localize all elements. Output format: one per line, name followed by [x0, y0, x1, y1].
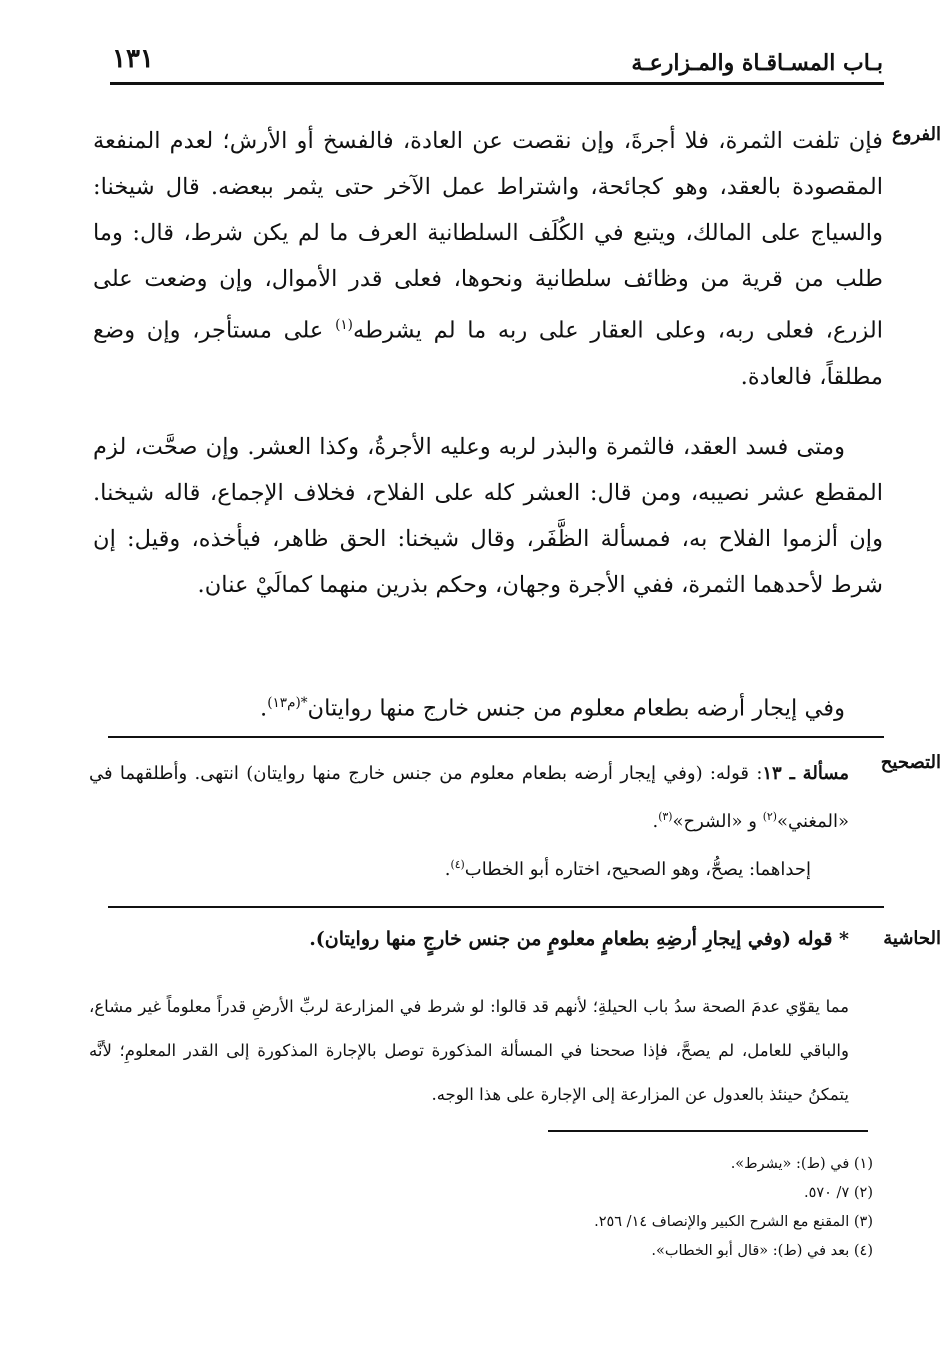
hashiya-heading: * قوله (وفي إيجارِ أرضِهِ بطعامٍ معلومٍ من جنس خارجٍ منها روايتان). [309, 928, 849, 950]
main-text-block-3 [93, 680, 883, 732]
footnote-1: (١) في (ط): «يشرط». [730, 1156, 873, 1172]
hashiya-body: مما يقوّي عدمَ الصحة سدُ باب الحيلةِ؛ لأنهم قد قالوا: لو شرط في المزارعة لربِّ الأرضِ قدراً معلوماً غير مشاع، والباقي للعامل، لم يصحَّ، فإذا صححنا في المسألة المذكورة توصل بالإجارة المذكورة إلى القدر المعلومِ؛ لأنَّه يتمكنُ حينئذ بالعدول عن المزارعة إلى الإجارة على هذا الوجه. [89, 997, 849, 1104]
running-header-title: بـاب المسـاقـاة والمـزارعـة [631, 50, 883, 76]
side-label-furu: الفروع [892, 124, 941, 145]
main-paragraph-2: ومتى فسد العقد، فالثمرة والبذر لربه وعليه الأجرةُ، وكذا العشر. وإن صحَّت، لزم المقطع عشر نصيبه، ومن قال: العشر كله على الفلاح، فخلاف الإجماع، قاله شيخنا. وإن ألزموا الفلاح به، فمسألة الظَّفَر، وقال شيخنا: الحق ظاهر، فيأخذه، وقيل: إن شرط لأحدهما الثمرة، ففي الأجرة وجهان، وحكم بذرين منهما كمالَيْ عنان. [93, 434, 883, 598]
tashih-ref: *(م١٣) [267, 695, 308, 711]
tashih-paragraph-1: مسألة ـ ١٣: قوله: (وفي إيجار أرضه بطعام معلوم من جنس خارج منها روايتان) انتهى. وأطلقهما في «المغني»$^{(٢)}$ و «الشرح»$^{(٣)}$. [89, 763, 850, 832]
tashih-block [89, 752, 849, 891]
separator-tashih [108, 736, 884, 738]
tashih-paragraph-2: إحداهما: يصحُّ، وهو الصحيح، اختاره أبو الخطاب$^{(٤)}$. [444, 858, 811, 880]
side-label-tashih: التصحيح [880, 752, 941, 773]
main-text-block-2 [93, 424, 883, 608]
main-text-block [93, 118, 883, 400]
footnote-3: (٣) المقنع مع الشرح الكبير والإنصاف ١٤/ ٢٥٦. [594, 1214, 873, 1230]
side-label-hashiya: الحاشية [883, 928, 941, 949]
footnote-ref-1: (١) [335, 317, 353, 333]
main-paragraph-1: فإن تلفت الثمرة، فلا أجرةَ، وإن نقصت عن العادة، فالفسخ أو الأرش؛ لعدم المنفعة المقصودة بالعقد، وهو كجائحة، واشتراط عمل الآخر حتى يثمر ببعضه. قال شيخنا: والسياج على المالك، ويتبع في الكُلَف السلطانية العرف ما لم يكن شرط، قال: وما طلب من قرية من وظائف سلطانية ونحوها، فعلى قدر الأموال، وإن وضعت على الزرع، فعلى ربه، وعلى العقار على ربه ما لم يشرطه$^{(١)}$ على مستأجر، وإن وضع مطلقاً، فالعادة. [93, 128, 883, 390]
footnote-4: (٤) بعد في (ط): «قال أبو الخطاب». [651, 1243, 873, 1259]
footnotes-block [173, 1150, 873, 1266]
tashih-masala-label: مسألة ـ ١٣ [762, 763, 850, 784]
separator-hashiya [108, 906, 884, 908]
main-paragraph-3: وفي إيجار أرضه بطعام معلوم من جنس خارج منها روايتان$^{*(م١٣)}$. [260, 695, 845, 722]
header-rule [110, 82, 884, 85]
footnote-2: (٢) ٧/ ٥٧٠. [803, 1185, 873, 1201]
footnote-rule [548, 1130, 868, 1132]
page-number: ١٣١ [112, 44, 154, 74]
